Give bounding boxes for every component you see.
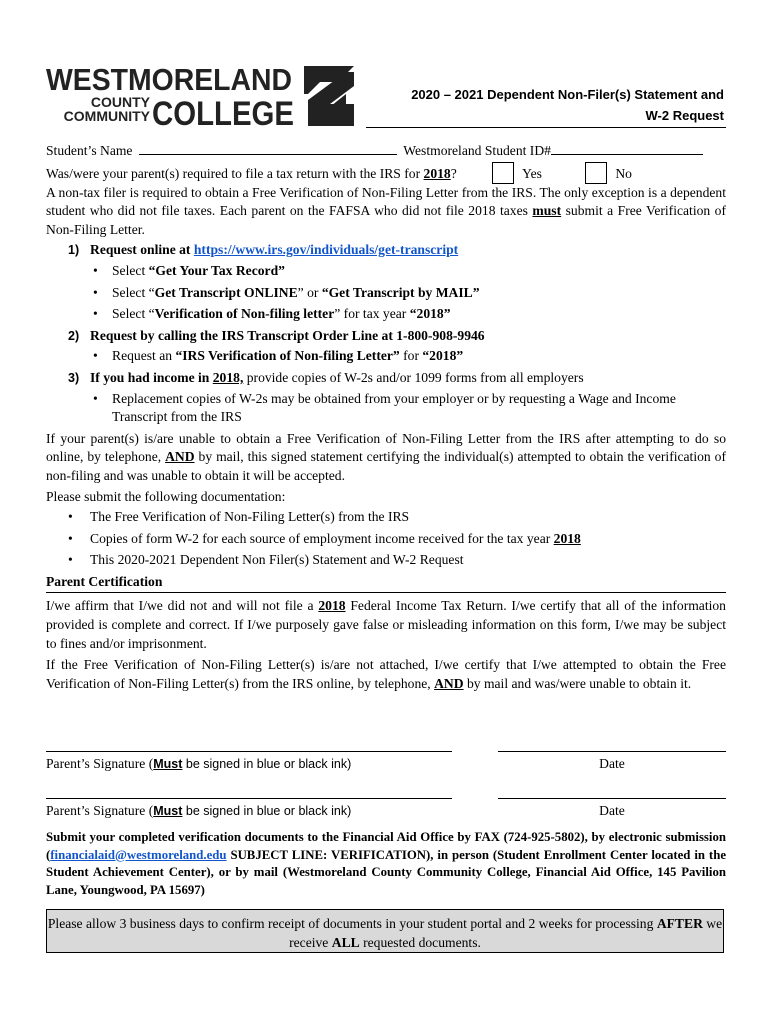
- parent-certification-heading: Parent Certification: [46, 573, 726, 594]
- student-id-label: Westmoreland Student ID#: [403, 143, 551, 158]
- yes-label: Yes: [522, 165, 542, 181]
- list-item: • This 2020-2021 Dependent Non Filer(s) Statement and W-2 Request: [46, 551, 726, 570]
- date-label: Date: [599, 756, 625, 771]
- date-label: Date: [599, 803, 625, 818]
- step-item: [46, 369, 726, 427]
- submission-instructions: Submit your completed verification documents to the Financial Aid Office by FAX (724-925-5802), by electronic submission (financialaid@westmoreland.edu SUBJECT LINE: VERIFICATION), in person (Student Enrollment Center located in the Student Achievement Center), or by mail (Westmoreland County Community College, Financial Aid Office, 145 Pavilion Lane, Youngwood, PA 15697): [46, 830, 726, 897]
- form-title-line2: W-2 Request: [645, 108, 724, 123]
- logo-community-text: COMMUNITY: [63, 108, 150, 124]
- form-body: [46, 142, 726, 693]
- steps-list: [46, 241, 726, 426]
- intro-text-2: submit a Free Verification of Non-Filing Letter.: [46, 203, 727, 237]
- logo-county-text: COUNTY: [90, 94, 150, 110]
- step-number: 3): [68, 370, 80, 385]
- list-item: • Select “Get Transcript ONLINE” or “Get Transcript by MAIL”: [90, 284, 726, 303]
- student-name-field[interactable]: [139, 142, 397, 155]
- step-bullets: [90, 347, 726, 366]
- financial-aid-email-link[interactable]: financialaid@westmoreland.edu: [50, 847, 227, 862]
- yes-checkbox[interactable]: [492, 162, 514, 184]
- step-item: [46, 241, 726, 323]
- signature-row-1: [46, 751, 726, 791]
- irs-transcript-link[interactable]: https://www.irs.gov/individuals/get-transcript: [193, 242, 459, 258]
- student-id-field[interactable]: [551, 142, 703, 155]
- intro-paragraph: [46, 184, 726, 240]
- list-item: • Select “Verification of Non-filing letter” for tax year “2018”: [90, 305, 726, 324]
- logo-westmoreland-text: WESTMORELAND: [46, 64, 292, 97]
- documentation-intro: Please submit the following documentation:: [46, 488, 286, 504]
- unable-paragraph: [46, 430, 726, 486]
- logo-mark-icon: [304, 66, 354, 126]
- intro-must: must: [532, 203, 562, 219]
- date-field[interactable]: [498, 751, 726, 752]
- step-bullets: [90, 390, 726, 427]
- certification-paragraph-2: If the Free Verification of Non-Filing Letter(s) is/are not attached, I/we certify that I/we attempted to obtain the Free Verification of Non-Filing Letter(s) from the IRS online, by telephone, AND by mail and was/were unable to obtain it.: [46, 657, 726, 691]
- step-item: [46, 327, 726, 366]
- parent-signature-field[interactable]: [46, 798, 452, 799]
- parent-signature-field[interactable]: [46, 751, 452, 752]
- list-item: • Copies of form W-2 for each source of employment income received for the tax year 2018: [46, 530, 726, 549]
- unable-text-2: by mail, this signed statement certifying the individual(s) attempted to obtain the verification of non-filing and was unable to obtain it will be accepted.: [46, 449, 726, 483]
- step-title-year: 2018,: [212, 369, 244, 385]
- date-field[interactable]: [498, 798, 726, 799]
- list-item: • Replacement copies of W-2s may be obtained from your employer or by requesting a Wage and Income Transcript from the IRS: [90, 390, 726, 427]
- unable-and: AND: [165, 449, 195, 465]
- tax-question-row: [46, 162, 726, 184]
- step-title: If you had income in: [90, 369, 210, 385]
- student-info-row: [46, 142, 726, 161]
- student-name-label: Student’s Name: [46, 143, 133, 158]
- certification-paragraph-1: I/we affirm that I/we did not and will not file a 2018 Federal Income Tax Return. I/we certify that all of the information provided is complete and correct. If I/we purposely gave false or misleading information on this form, I/we may be subject to fines and/or imprisonment.: [46, 598, 726, 651]
- parent-signature-label: Parent’s Signature (Must be signed in blue or black ink): [46, 756, 352, 771]
- step-title: Request online at: [90, 242, 191, 258]
- no-checkbox[interactable]: [585, 162, 607, 184]
- tax-question-mark: ?: [450, 165, 457, 181]
- step-bullets: [90, 262, 726, 324]
- step-title-rest: provide copies of W-2s and/or 1099 forms from all employers: [243, 369, 584, 385]
- form-title-line1: 2020 – 2021 Dependent Non-Filer(s) Statement and: [411, 87, 724, 102]
- step-number: 1): [68, 243, 80, 258]
- tax-question-text: Was/were your parent(s) required to file a tax return with the IRS for: [46, 165, 421, 181]
- college-logo: [46, 64, 356, 128]
- title-divider: [366, 127, 726, 128]
- tax-question-year: 2018: [423, 165, 451, 181]
- list-item: • Request an “IRS Verification of Non-filing Letter” for “2018”: [90, 347, 726, 366]
- list-item: • The Free Verification of Non-Filing Letter(s) from the IRS: [46, 508, 726, 527]
- unable-text-1: If your parent(s) is/are unable to obtain a Free Verification of Non-Filing Letter from the IRS after attempting to do so online, by telephone,: [46, 430, 726, 465]
- step-title: Request by calling the IRS Transcript Order Line at 1-800-908-9946: [90, 327, 485, 343]
- intro-text-1: A non-tax filer is required to obtain a Free Verification of Non-Filing Letter from the IRS. The only exception is a dependent student who did not file taxes. Each parent on the FAFSA who did not file 2018 taxes: [46, 184, 726, 219]
- list-item: • Select “Get Your Tax Record”: [90, 262, 726, 281]
- step-number: 2): [68, 328, 80, 343]
- processing-notice: Please allow 3 business days to confirm receipt of documents in your student portal and 2 weeks for processing AFTER we receive ALL requested documents.: [46, 909, 724, 953]
- documentation-list: [46, 508, 726, 570]
- form-title: [366, 84, 724, 126]
- parent-signature-label: Parent’s Signature (Must be signed in blue or black ink): [46, 803, 352, 818]
- no-label: No: [615, 165, 632, 181]
- logo-college-text: COLLEGE: [152, 95, 294, 128]
